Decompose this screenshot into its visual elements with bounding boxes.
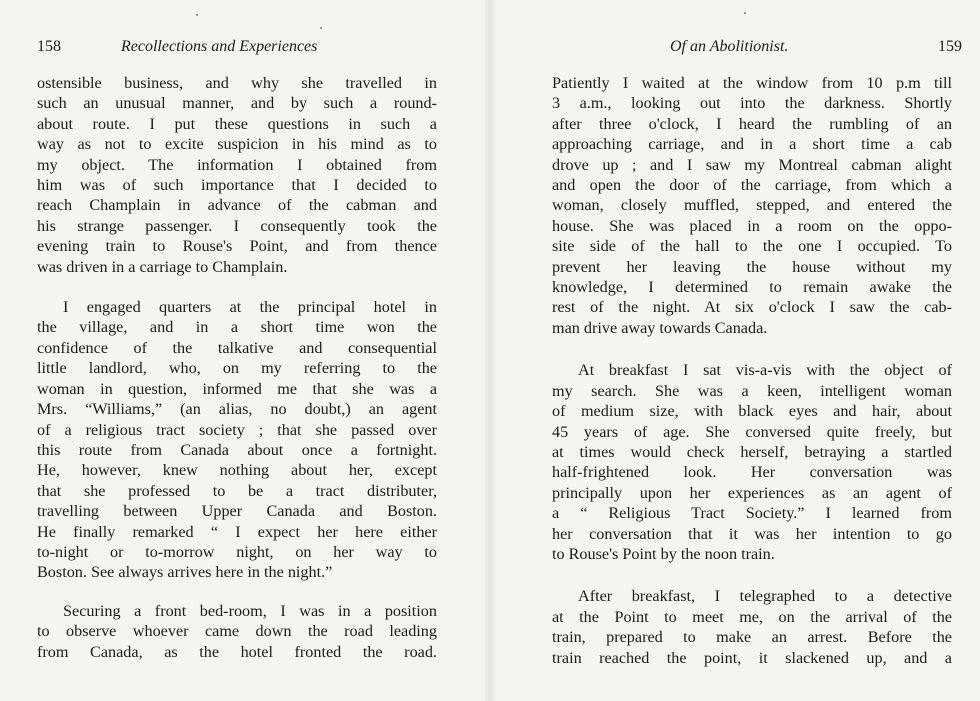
text-line: 3 a.m., looking out into the darkness. Shortly <box>552 94 952 113</box>
text-line: to-night or to-morrow night, on her way to <box>37 542 437 561</box>
text-line: confidence of the talkative and consequential <box>37 338 437 357</box>
text-line: at the Point to meet me, on the arrival of the <box>552 607 952 626</box>
text-line: knowledge, I determined to remain awake the <box>552 278 952 297</box>
text-line: of a religious tract society ; that she passed over <box>37 420 437 439</box>
text-line: woman in question, informed me that she was a <box>37 379 437 398</box>
left-page-header <box>37 38 437 60</box>
text-line: was driven in a carriage to Champlain. <box>37 257 288 276</box>
text-line: man drive away towards Canada. <box>552 318 768 337</box>
text-line: Mrs. “Williams,” (an alias, no doubt,) an agent <box>37 400 437 419</box>
text-line: little landlord, who, on my referring to the <box>37 359 437 378</box>
text-line: rest of the night. At six o'clock I saw the cab- <box>552 298 952 317</box>
text-line: Boston. See always arrives here in the night.” <box>37 563 333 582</box>
text-line: to observe whoever came down the road leading <box>37 622 437 641</box>
paragraph <box>37 297 437 583</box>
text-line: that she professed to be a tract distributer, <box>37 481 437 500</box>
text-line: my object. The information I obtained from <box>37 155 437 174</box>
text-line: site side of the hall to the one I occupied. To <box>552 237 952 256</box>
paragraph <box>552 73 952 338</box>
text-line: 45 years of age. She conversed quite freely, but <box>552 422 952 441</box>
text-line: After breakfast, I telegraphed to a detective <box>578 587 952 606</box>
text-line: travelling between Upper Canada and Boston. <box>37 502 437 521</box>
running-title: Recollections and Experiences <box>121 38 318 55</box>
text-line: train, prepared to make an arrest. Before the <box>552 628 952 647</box>
text-line: principally upon her experiences as an agent of <box>552 483 952 502</box>
left-page-text <box>37 73 437 662</box>
text-line: way as not to excite suspicion in his mind as to <box>37 135 437 154</box>
text-line: my search. She was a keen, intelligent woman <box>552 381 952 400</box>
right-page-header <box>552 38 962 60</box>
text-line: about route. I put these questions in such a <box>37 114 437 133</box>
text-line: Securing a front bed-room, I was in a position <box>63 601 437 620</box>
text-line: from Canada, as the hotel fronted the road. <box>37 642 437 661</box>
text-line: reach Champlain in advance of the cabman and <box>37 196 437 215</box>
paragraph <box>37 601 437 662</box>
paragraph <box>552 586 952 668</box>
text-line: to Rouse's Point by the noon train. <box>552 544 775 563</box>
page-number: 159 <box>938 38 962 55</box>
text-line: this route from Canada about once a fortnight. <box>37 440 437 459</box>
text-line: her conversation that it was her intention to go <box>552 524 952 543</box>
text-line: the village, and in a short time won the <box>37 318 437 337</box>
text-line: He finally remarked “ I expect her here either <box>37 522 437 541</box>
text-line: half-frightened look. Her conversation was <box>552 463 952 482</box>
text-line: and open the door of the carriage, from which a <box>552 176 952 195</box>
text-line: approaching carriage, and in a short time a cab <box>552 135 952 154</box>
text-line: him was of such importance that I decided to <box>37 176 437 195</box>
text-line: At breakfast I sat vis-a-vis with the object of <box>578 361 952 380</box>
text-line: He, however, knew nothing about her, except <box>37 461 437 480</box>
text-line: at times would check herself, betraying a startled <box>552 442 952 461</box>
paragraph <box>37 73 437 277</box>
text-line: evening train to Rouse's Point, and from thence <box>37 237 437 256</box>
text-line: ostensible business, and why she travelled in <box>37 74 437 92</box>
text-line: his strange passenger. I consequently took the <box>37 216 437 235</box>
text-line: woman, closely muffled, stepped, and entered the <box>552 196 952 215</box>
text-line: prevent her leaving the house without my <box>552 257 952 276</box>
text-line: I engaged quarters at the principal hotel in <box>63 298 437 317</box>
text-line: house. She was placed in a room on the oppo- <box>552 216 952 235</box>
text-line: drove up ; and I saw my Montreal cabman alight <box>552 155 952 174</box>
gutter-shadow <box>485 0 495 701</box>
text-line: after three o'clock, I heard the rumbling of an <box>552 114 952 133</box>
page-number: 158 <box>37 38 61 55</box>
left-page <box>37 0 437 701</box>
right-page-text <box>552 73 952 668</box>
text-line: such an unusual manner, and by such a round- <box>37 94 437 113</box>
running-title: Of an Abolitionist. <box>670 38 789 55</box>
text-line: train reached the point, it slackened up, and a <box>552 648 952 667</box>
paragraph <box>552 360 952 564</box>
text-line: Patiently I waited at the window from 10 p.m till <box>552 74 952 92</box>
right-page <box>552 0 962 701</box>
text-line: a “ Religious Tract Society.” I learned from <box>552 504 952 523</box>
text-line: of medium size, with black eyes and hair, about <box>552 402 952 421</box>
